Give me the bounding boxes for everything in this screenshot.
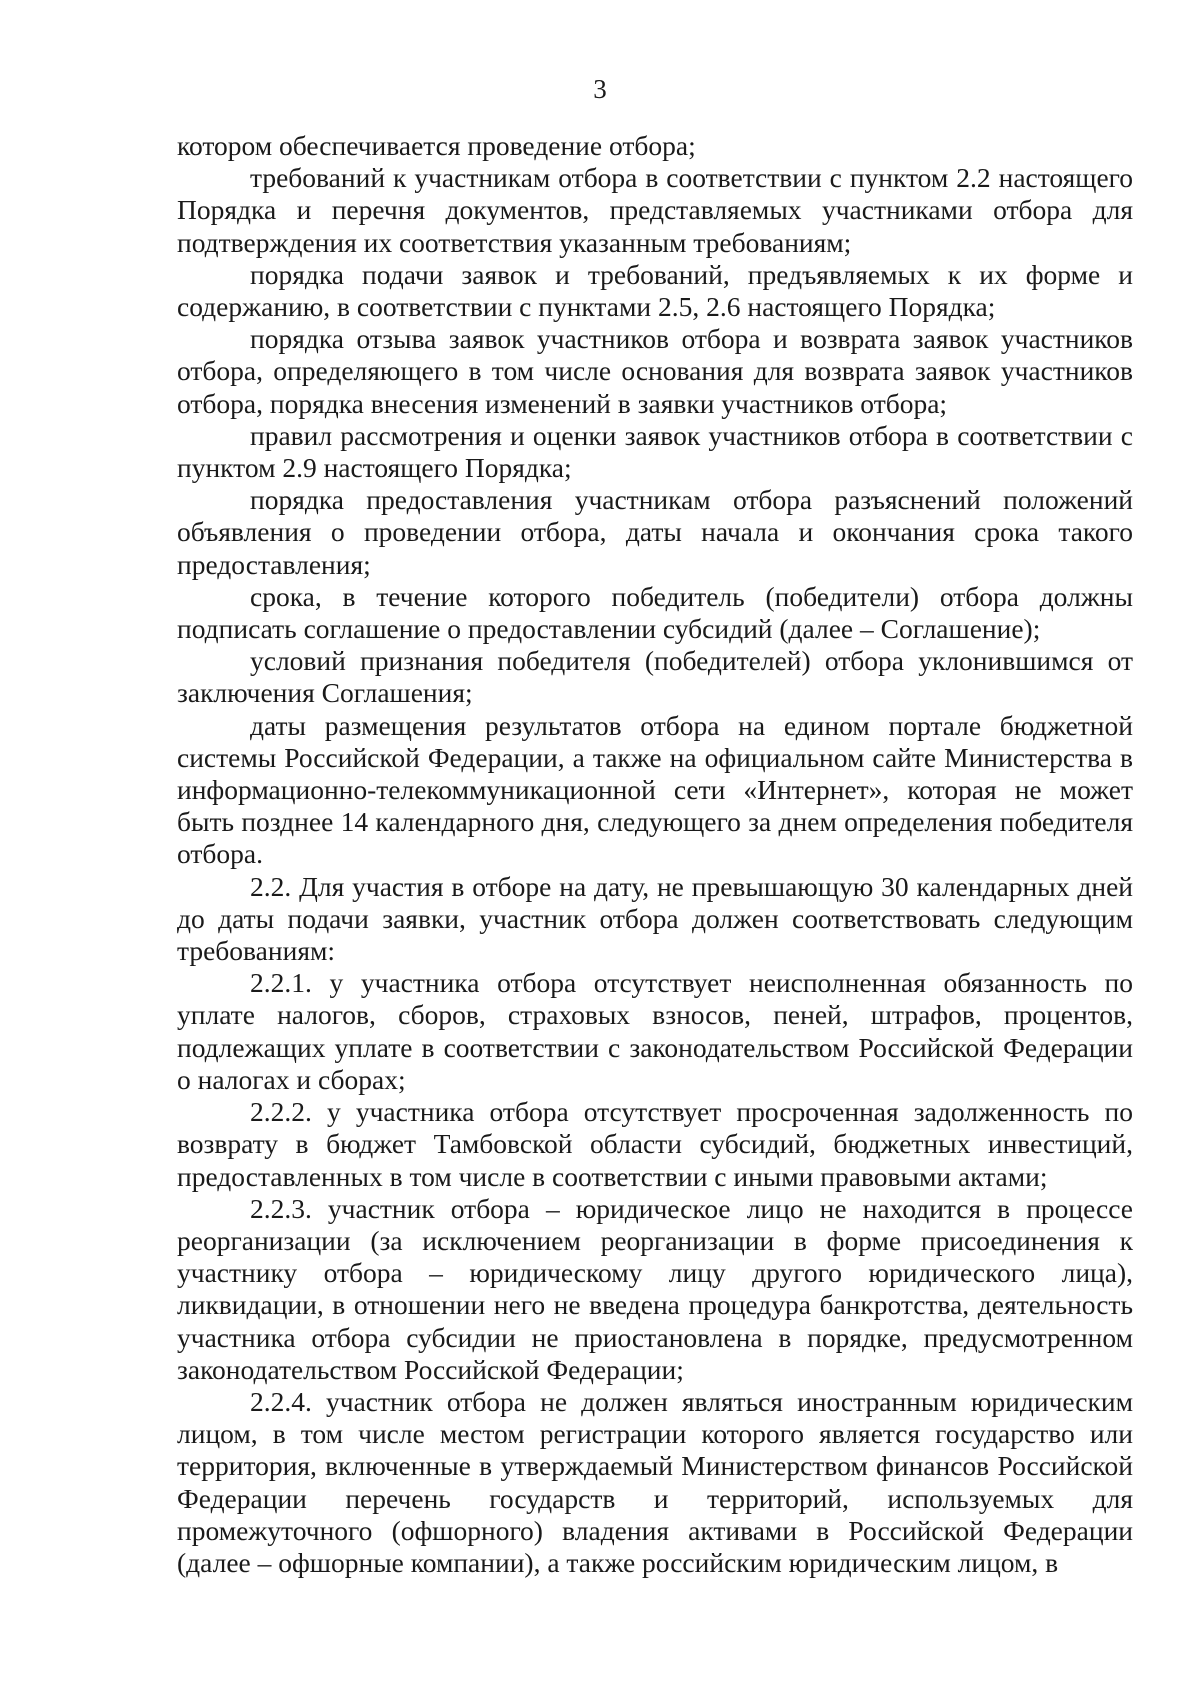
paragraph-section-2-2-4: 2.2.4. участник отбора не должен являться иностранным юридическим лицом, в том числе местом регистрации которого является государство или территория, включенные в утверждаемый Министерством финансов Российской Федерации перечень государств и территорий, используемых для промежуточного (офшорного) владения активами в Российской Федерации (далее – офшорные компании), а также российским юридическим лицом, в (177, 1385, 1133, 1578)
paragraph-section-2-2-3: 2.2.3. участник отбора – юридическое лицо не находится в процессе реорганизации (за исключением реорганизации в форме присоединения к участнику отбора – юридическому лицу другого юридического лица), ликвидации, в отношении него не введена процедура банкротства, деятельность участника отбора субсидии не приостановлена в порядке, предусмотренном законодательством Российской Федерации; (177, 1192, 1133, 1385)
paragraph-evasion-conditions: условий признания победителя (победителей) отбора уклонившимся от заключения Соглашения; (177, 645, 1133, 709)
paragraph-clarifications: порядка предоставления участникам отбора разъяснений положений объявления о проведении отбора, даты начала и окончания срока такого предоставления; (177, 484, 1133, 580)
paragraph-application-withdrawal: порядка отзыва заявок участников отбора и возврата заявок участников отбора, определяющего в том числе основания для возврата заявок участников отбора, порядка внесения изменений в заявки участников отбора; (177, 323, 1133, 419)
paragraph-participant-requirements: требований к участникам отбора в соответствии с пунктом 2.2 настоящего Порядка и перечня документов, представляемых участниками отбора для подтверждения их соответствия указанным требованиям; (177, 162, 1133, 258)
paragraph-application-procedure: порядка подачи заявок и требований, предъявляемых к их форме и содержанию, в соответствии с пунктами 2.5, 2.6 настоящего Порядка; (177, 258, 1133, 323)
paragraph-review-rules: правил рассмотрения и оценки заявок участников отбора в соответствии с пунктом 2.9 настоящего Порядка; (177, 419, 1133, 484)
page-number: 3 (593, 74, 607, 104)
document-body (177, 130, 1133, 1579)
paragraph-continuation: котором обеспечивается проведение отбора; (177, 130, 696, 161)
paragraph-agreement-deadline: срока, в течение которого победитель (победители) отбора должны подписать соглашение о предоставлении субсидий (далее – Соглашение); (177, 580, 1133, 645)
paragraph-results-publication: даты размещения результатов отбора на едином портале бюджетной системы Российской Федерации, а также на официальном сайте Министерства в информационно-телекоммуникационной сети «Интернет», которая не может быть позднее 14 календарного дня, следующего за днем определения победителя отбора. (177, 709, 1133, 870)
paragraph-section-2-2-2: 2.2.2. у участника отбора отсутствует просроченная задолженность по возврату в бюджет Тамбовской области субсидий, бюджетных инвестиций, предоставленных в том числе в соответствии с иными правовыми актами; (177, 1096, 1133, 1192)
paragraph-section-2-2-1: 2.2.1. у участника отбора отсутствует неисполненная обязанность по уплате налогов, сборов, страховых взносов, пеней, штрафов, процентов, подлежащих уплате в соответствии с законодательством Российской Федерации о налогах и сборах; (177, 967, 1133, 1095)
paragraph-section-2-2: 2.2. Для участия в отборе на дату, не превышающую 30 календарных дней до даты подачи заявки, участник отбора должен соответствовать следующим требованиям: (177, 870, 1133, 967)
